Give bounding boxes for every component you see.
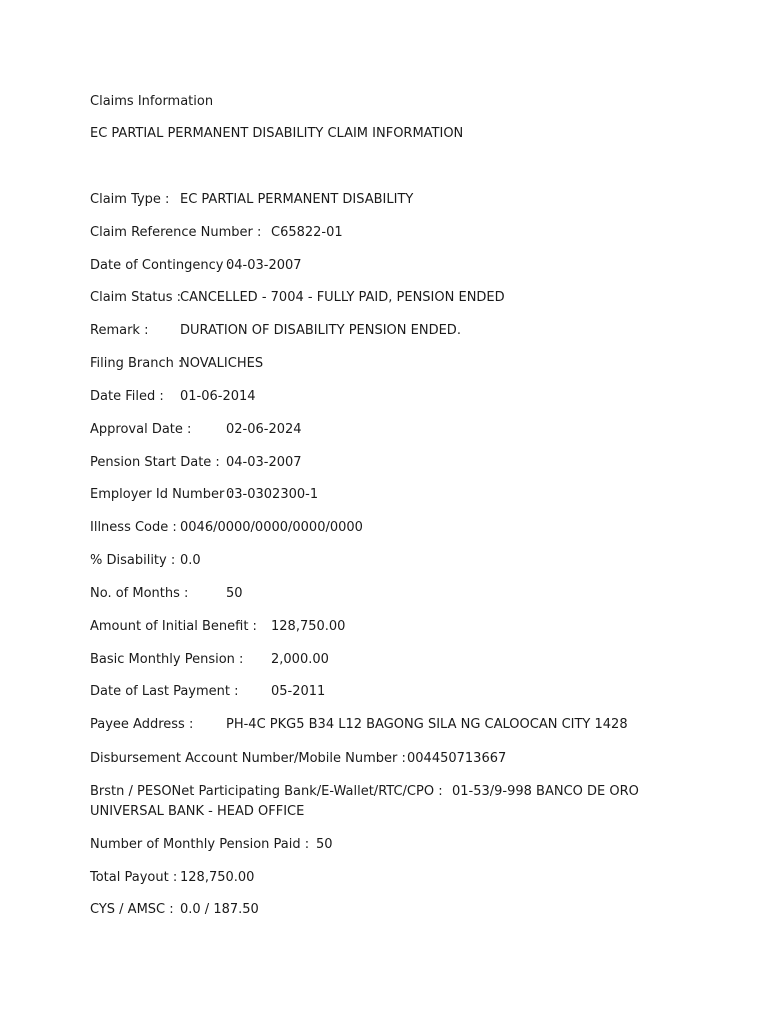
pension-start-date-value: 04-03-2007 [226,455,302,470]
monthly-pension-paid-value: 50 [316,837,333,852]
claim-status-label: Claim Status : [90,290,181,305]
total-payout-label: Total Payout : [90,870,178,885]
employer-id-value: 03-0302300-1 [226,487,319,502]
no-of-months-value: 50 [226,586,243,601]
illness-code-value: 0046/0000/0000/0000/0000 [180,520,363,535]
disbursement-account-row [90,750,507,768]
no-of-months-row [90,585,243,603]
date-filed-label: Date Filed : [90,389,164,404]
cys-amsc-value: 0.0 / 187.50 [180,902,259,917]
payee-address-value: PH-4C PKG5 B34 L12 BAGONG SILA NG CALOOCAN CITY 1428 [226,717,628,732]
total-payout-value: 128,750.00 [180,870,255,885]
initial-benefit-value: 128,750.00 [271,619,346,634]
disbursement-account-value: 004450713667 [407,751,507,766]
approval-date-label: Approval Date : [90,422,192,437]
section-heading: Claims Information [90,94,214,109]
cys-amsc-label: CYS / AMSC : [90,902,174,917]
pension-start-date-label: Pension Start Date : [90,455,220,470]
disbursement-account-label: Disbursement Account Number/Mobile Number : [90,751,406,766]
employer-id-label: Employer Id Number : [90,487,233,502]
brstn-row [90,783,639,801]
initial-benefit-row [90,618,346,636]
pension-start-date-row [90,454,302,472]
basic-monthly-pension-row [90,651,329,669]
illness-code-label: Illness Code : [90,520,177,535]
basic-monthly-pension-label: Basic Monthly Pension : [90,652,244,667]
claim-reference-row [90,224,343,242]
total-payout-row [90,869,255,887]
date-of-contingency-value: 04-03-2007 [226,258,302,273]
cys-amsc-row [90,901,259,919]
employer-id-row [90,486,319,504]
no-of-months-label: No. of Months : [90,586,189,601]
claim-status-row [90,289,505,307]
percent-disability-row [90,552,201,570]
monthly-pension-paid-label: Number of Monthly Pension Paid : [90,837,310,852]
date-of-contingency-label: Date of Contingency : [90,258,232,273]
filing-branch-row [90,355,264,373]
date-of-contingency-row [90,257,302,275]
filing-branch-value: NOVALICHES [180,356,264,371]
claim-type-label: Claim Type : [90,192,170,207]
initial-benefit-label: Amount of Initial Benefit : [90,619,257,634]
payee-address-row [90,716,628,734]
monthly-pension-paid-row [90,836,333,854]
remark-row [90,322,461,340]
date-filed-row [90,388,256,406]
remark-label: Remark : [90,323,149,338]
approval-date-value: 02-06-2024 [226,422,302,437]
brstn-value: 01-53/9-998 BANCO DE ORO [452,784,639,799]
brstn-value-continued: UNIVERSAL BANK - HEAD OFFICE [90,804,305,819]
percent-disability-label: % Disability : [90,553,176,568]
document-title: EC PARTIAL PERMANENT DISABILITY CLAIM INFORMATION [90,126,464,141]
date-last-payment-row [90,683,326,701]
claim-status-value: CANCELLED - 7004 - FULLY PAID, PENSION ENDED [180,290,505,305]
remark-value: DURATION OF DISABILITY PENSION ENDED. [180,323,461,338]
claim-reference-label: Claim Reference Number : [90,225,262,240]
claim-reference-value: C65822-01 [271,225,343,240]
basic-monthly-pension-value: 2,000.00 [271,652,329,667]
approval-date-row [90,421,302,439]
payee-address-label: Payee Address : [90,717,194,732]
percent-disability-value: 0.0 [180,553,201,568]
illness-code-row [90,519,363,537]
date-last-payment-value: 05-2011 [271,684,326,699]
brstn-label: Brstn / PESONet Participating Bank/E-Wallet/RTC/CPO : [90,784,443,799]
claim-type-value: EC PARTIAL PERMANENT DISABILITY [180,192,414,207]
date-last-payment-label: Date of Last Payment : [90,684,239,699]
claim-type-row [90,191,414,209]
date-filed-value: 01-06-2014 [180,389,256,404]
filing-branch-label: Filing Branch : [90,356,183,371]
